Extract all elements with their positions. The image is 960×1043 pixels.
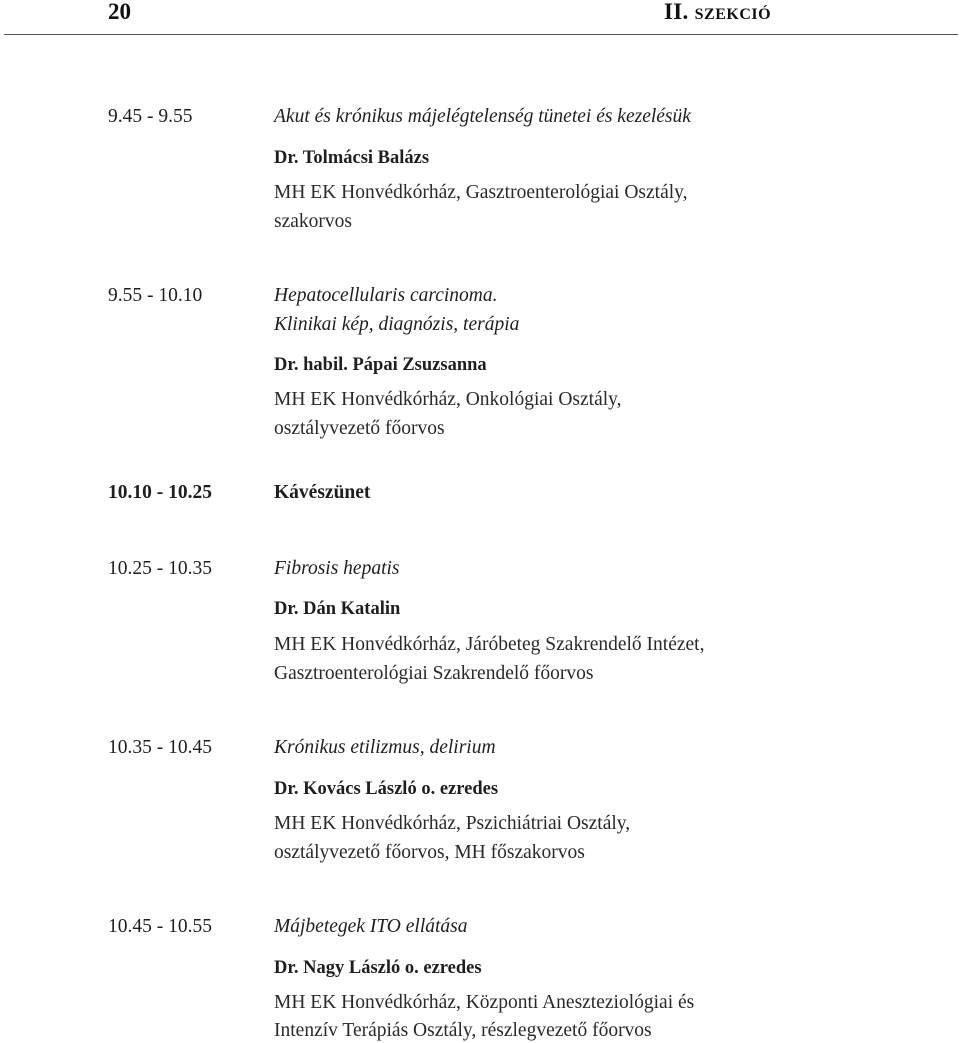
speaker-name: Dr. Nagy László o. ezredes [274,958,482,978]
page-number: 20 [108,0,131,24]
speaker-affiliation: MH EK Honvédkórház, Onkológiai Osztály, [274,389,622,410]
session-title: Krónikus etilizmus, delirium [274,737,496,758]
session-time: 10.35 - 10.45 [108,737,212,758]
section-prefix: II. [664,0,689,24]
session-title: Akut és krónikus májelégtelenség tünetei és kezelésük [274,106,691,127]
section-name: SZEKCIÓ [694,6,772,23]
speaker-name: Dr. Dán Katalin [274,599,401,619]
speaker-affiliation: osztályvezető főorvos, MH főszakorvos [274,842,585,863]
speaker-affiliation: Gasztroenterológiai Szakrendelő főorvos [274,663,594,684]
session-title: Klinikai kép, diagnózis, terápia [274,314,520,335]
page-header [0,0,960,34]
speaker-name: Dr. Tolmácsi Balázs [274,148,430,168]
speaker-affiliation: MH EK Honvédkórház, Járóbeteg Szakrendelő Intézet, [274,634,705,655]
speaker-name: Dr. Kovács László o. ezredes [274,779,499,799]
session-time: 10.45 - 10.55 [108,916,212,937]
session-title: Fibrosis hepatis [274,558,400,579]
session-time: 10.25 - 10.35 [108,558,212,579]
break-label: Kávészünet [274,482,371,503]
speaker-name: Dr. habil. Pápai Zsuzsanna [274,355,487,375]
speaker-affiliation: osztályvezető főorvos [274,418,445,439]
session-time: 9.45 - 9.55 [108,106,193,127]
session-title: Májbetegek ITO ellátása [274,916,468,937]
speaker-affiliation: Intenzív Terápiás Osztály, részlegvezető főorvos [274,1020,652,1041]
session-time: 10.10 - 10.25 [108,482,212,503]
speaker-affiliation: MH EK Honvédkórház, Gasztroenterológiai Osztály, [274,182,688,203]
session-time: 9.55 - 10.10 [108,285,203,306]
speaker-affiliation: szakorvos [274,211,352,232]
speaker-affiliation: MH EK Honvédkórház, Központi Aneszteziológiai és [274,992,695,1013]
session-title: Hepatocellularis carcinoma. [274,285,498,306]
section-title [664,0,771,25]
header-rule [4,34,958,35]
speaker-affiliation: MH EK Honvédkórház, Pszichiátriai Osztály, [274,813,631,834]
